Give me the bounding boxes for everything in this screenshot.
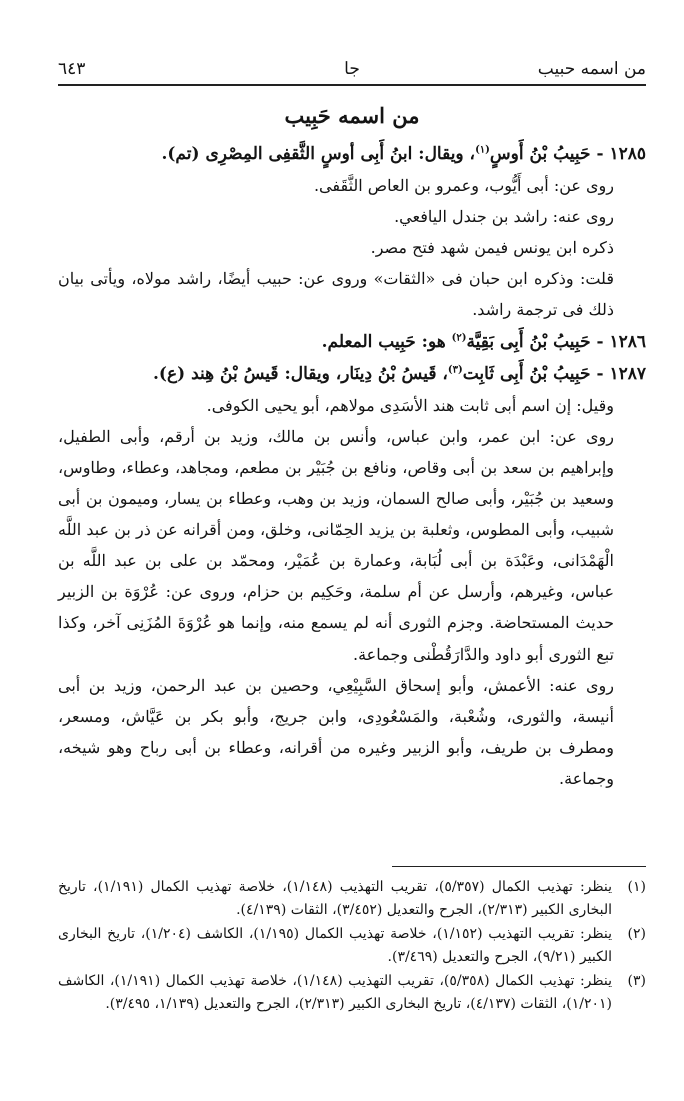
paragraph: روى عنه: راشد بن جندل اليافعي.: [394, 207, 614, 227]
paragraph: قلت: وذكره ابن حبان فى «الثقات» وروى عن: حبيب أيضًا، راشد مولاه، ويأتى بيان ذلك فى ترجمة راشد.: [58, 269, 614, 320]
footnote-number: (٢): [627, 926, 646, 942]
footnote-text: ينظر: تهذيب الكمال (٥/٣٥٧)، تقريب التهذيب (١/١٤٨)، خلاصة تهذيب الكمال (١/١٩١)، تاريخ البخارى الكبير (٢/٣١٣)، الجرح والتعديل (٣/٤٥٢)، الثقات (٤/١٣٩).: [58, 879, 612, 918]
footnote: [58, 970, 646, 1016]
footnote: [58, 923, 646, 969]
section-title: من اسمه حَبِيب: [284, 103, 420, 128]
footnotes: [58, 876, 646, 1017]
entry-1285-heading: ١٢٨٥ - حَبِيبُ بْنُ أَوسٍ$^{(١)}$، ويقال: ابنُ أَبِى أوسٍ الثَّقفِى المِصْرِى (تم).: [161, 144, 646, 164]
paragraph: روى عن: ابن عمر، وابن عباس، وأنس بن مالك، وزيد بن أرقم، وأبى الطفيل، وإبراهيم بن سعد بن أبى وقاص، ونافع بن جُبَيْر بن مطعم، ومجاهد، وعطاء، وطاوس، وسعيد بن جُبَيْر، وأبى صالح السمان، وزيد بن وهب، وعطاء بن يسار، وميمون بن أبى شبيب، وأبى المطوس، وثعلبة بن يزيد الحِمّانى، وخلق، ومن أقرانه عن ذر بن عبد اللَّه الْهَمْدَانى، وعَبْدَة بن أبى لُبَابة، وعمارة بن عُمَيْر، ومحمّد بن على بن عبد اللَّه بن عباس، وغيرهم، وأرسل عن أم سلمة، وحَكِيم بن حزام، وروى عن: عُرْوَة بن الزبير حديث المستحاضة. وجزم الثورى أنه لم يسمع منه، وإنما هو عُرْوَةَ المُزَنِى آخر، وكذا تبع الثورى أبو داود والدَّارَقُطْنى وجماعة.: [58, 426, 614, 664]
volume-label: جا: [344, 59, 360, 79]
paragraph: وقيل: إن اسم أبى ثابت هند الأسَدِى مولاهم، أبو يحيى الكوفى.: [206, 395, 614, 415]
main-text: [58, 138, 646, 794]
footnote-number: (٣): [627, 973, 646, 989]
page-number: ٦٤٣: [58, 59, 86, 79]
footnote-text: ينظر: تهذيب الكمال (٥/٣٥٨)، تقريب التهذيب (١/١٤٨)، خلاصة تهذيب الكمال (١/١٩١)، الكاشف (١/٢٠١)، الثقات (٤/١٣٧)، تاريخ البخارى الكبير (٢/٣١٣)، الجرح والتعديل (١/١٣٩، ٣/٤٩٥).: [58, 973, 613, 1012]
footnote-ref-2: (٢): [451, 331, 467, 343]
footnote: [58, 876, 646, 922]
footnote-text: ينظر: تقريب التهذيب (١/١٥٢)، خلاصة تهذيب الكمال (١/١٩٥)، الكاشف (١/٢٠٤)، تاريخ البخارى الكبير (٩/٢١)، الجرح والتعديل (٣/٤٦٩).: [58, 926, 613, 965]
paragraph: ذكره ابن يونس فيمن شهد فتح مصر.: [370, 238, 614, 258]
footnote-ref-1: (١): [475, 144, 490, 156]
chapter-title: من اسمه حبيب: [537, 59, 646, 79]
entry-1286-heading: ١٢٨٦ - حَبِيبُ بْنُ أَبِى بَقِيَّة$^{(٢)}$ هو: حَبِيب المعلم.: [321, 331, 646, 352]
paragraph: روى عنه: الأعمش، وأبو إسحاق السَّبِيْعِي، وحصين بن عبد الرحمن، وزيد بن أبى أنيسة، والثورى، وشُعْبة، والمَسْعُودِى، وابن جريج، وأبو بكر بن عَيَّاش، ومسعر، ومطرف بن طريف، وأبو الزبير وغيره من أقرانه، وعطاء بن أبى رباح وهو شيخه، وجماعة.: [58, 675, 614, 788]
footnote-divider: [392, 866, 646, 867]
header-divider: [58, 84, 646, 86]
footnote-ref-3: (٣): [447, 364, 463, 375]
paragraph: روى عن: أبى أَيُّوب، وعمرو بن العاص الثَّقَفى.: [313, 176, 614, 196]
footnote-number: (١): [627, 879, 646, 895]
running-header: [58, 56, 646, 82]
entry-1287-heading: ١٢٨٧ - حَبِيبُ بْنُ أَبِى ثَابِت$^{(٣)}$، قَيسُ بْنُ دِينَار، ويقال: قَيسُ بْنُ هِند (ع).: [153, 363, 646, 384]
